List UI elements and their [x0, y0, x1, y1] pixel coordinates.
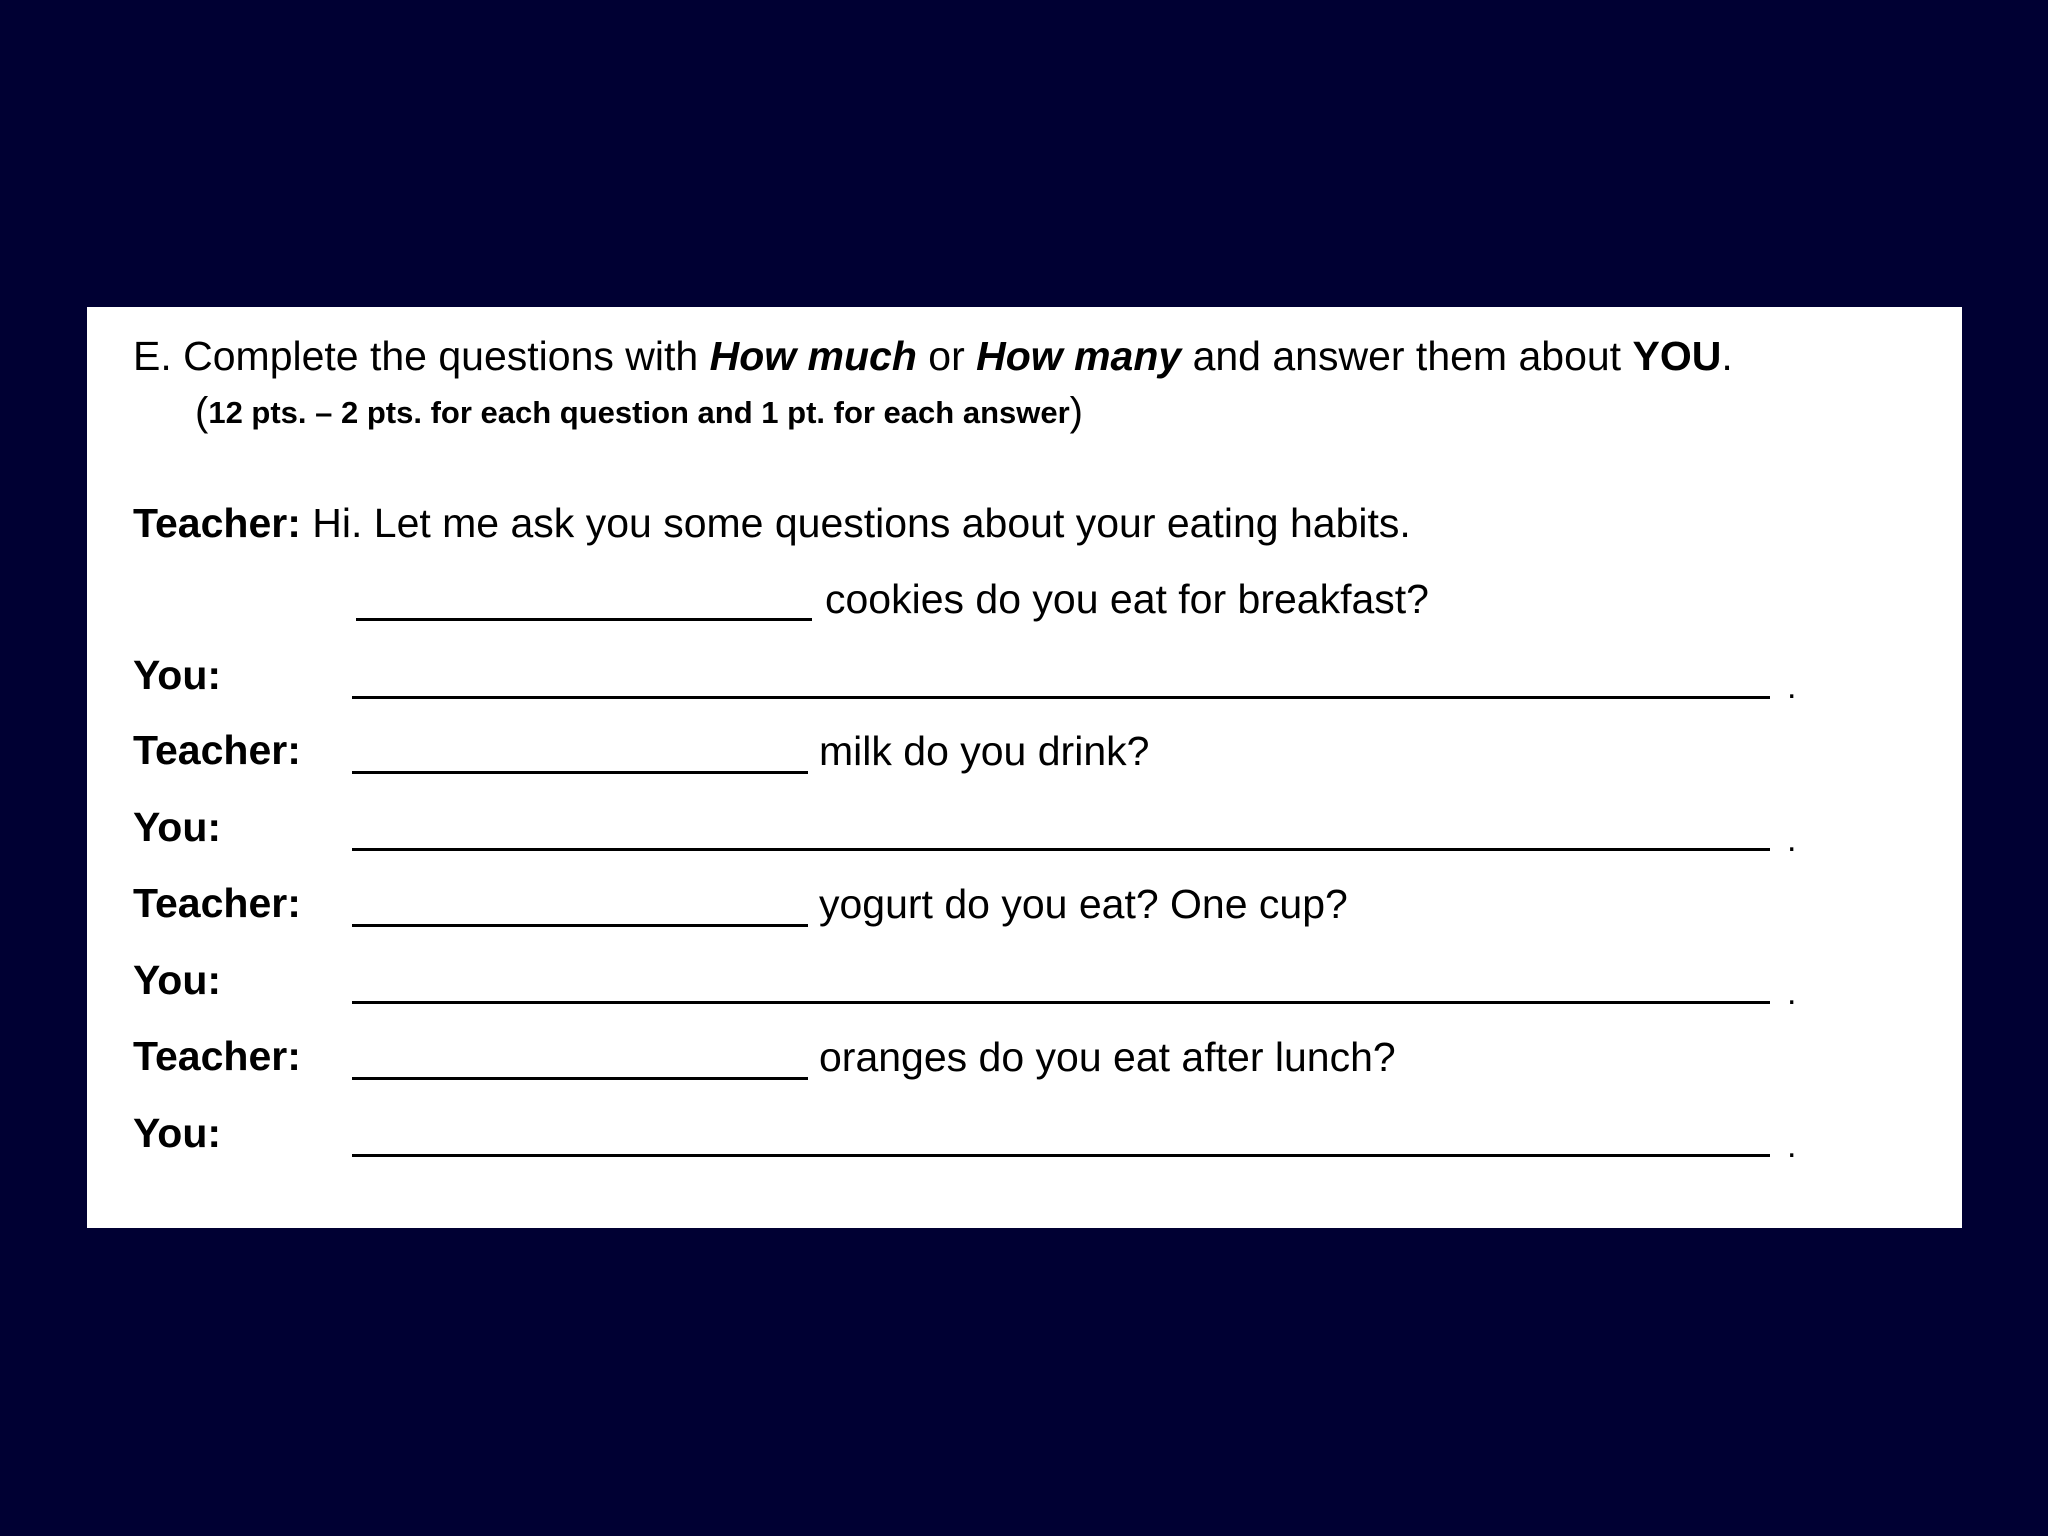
worksheet — [87, 307, 1962, 1228]
points-close-paren: ) — [1069, 390, 1083, 434]
intro-text: Hi. Let me ask you some questions about your eating habits. — [300, 500, 1411, 546]
heading-you: YOU — [1632, 333, 1722, 379]
speaker-you-3: You: — [133, 804, 222, 850]
heading-or: or — [916, 333, 977, 379]
speaker-teacher-6: Teacher: — [133, 1033, 301, 1079]
answer-blank-3[interactable] — [352, 1001, 1770, 1004]
intro-line — [133, 493, 1411, 553]
answer-blank-4[interactable] — [352, 1154, 1770, 1157]
heading-text: E. Complete the questions with — [133, 333, 710, 379]
question-blank-4[interactable] — [352, 1077, 808, 1080]
question-text-3: yogurt do you eat? One cup? — [819, 881, 1348, 927]
question-blank-1[interactable] — [356, 618, 812, 621]
how-much-phrase: How much — [709, 333, 917, 379]
question-blank-2[interactable] — [352, 771, 808, 774]
answer-blank-2[interactable] — [352, 848, 1770, 851]
answer-period-2: . — [1787, 821, 1797, 859]
speaker-teacher-2: Teacher: — [133, 727, 301, 773]
speaker-you-5: You: — [133, 957, 222, 1003]
answer-period-4: . — [1787, 1127, 1797, 1165]
exercise-heading — [133, 326, 1733, 386]
answer-period-1: . — [1787, 668, 1797, 706]
points-note — [195, 390, 1083, 435]
speaker-you-1: You: — [133, 652, 222, 698]
how-many-phrase: How many — [976, 333, 1182, 379]
question-text-2: milk do you drink? — [819, 728, 1150, 774]
intro-speaker: Teacher: — [133, 500, 301, 546]
answer-period-3: . — [1787, 974, 1797, 1012]
question-text-1: cookies do you eat for breakfast? — [825, 576, 1429, 622]
question-blank-3[interactable] — [352, 924, 808, 927]
question-text-4: oranges do you eat after lunch? — [819, 1034, 1396, 1080]
heading-middle: and answer them about — [1181, 333, 1633, 379]
speaker-teacher-4: Teacher: — [133, 880, 301, 926]
points-text: 12 pts. – 2 pts. for each question and 1 pt. for each answer — [208, 395, 1070, 430]
speaker-you-7: You: — [133, 1110, 222, 1156]
heading-end: . — [1721, 333, 1733, 379]
points-open-paren: ( — [195, 390, 209, 434]
answer-blank-1[interactable] — [352, 696, 1770, 699]
